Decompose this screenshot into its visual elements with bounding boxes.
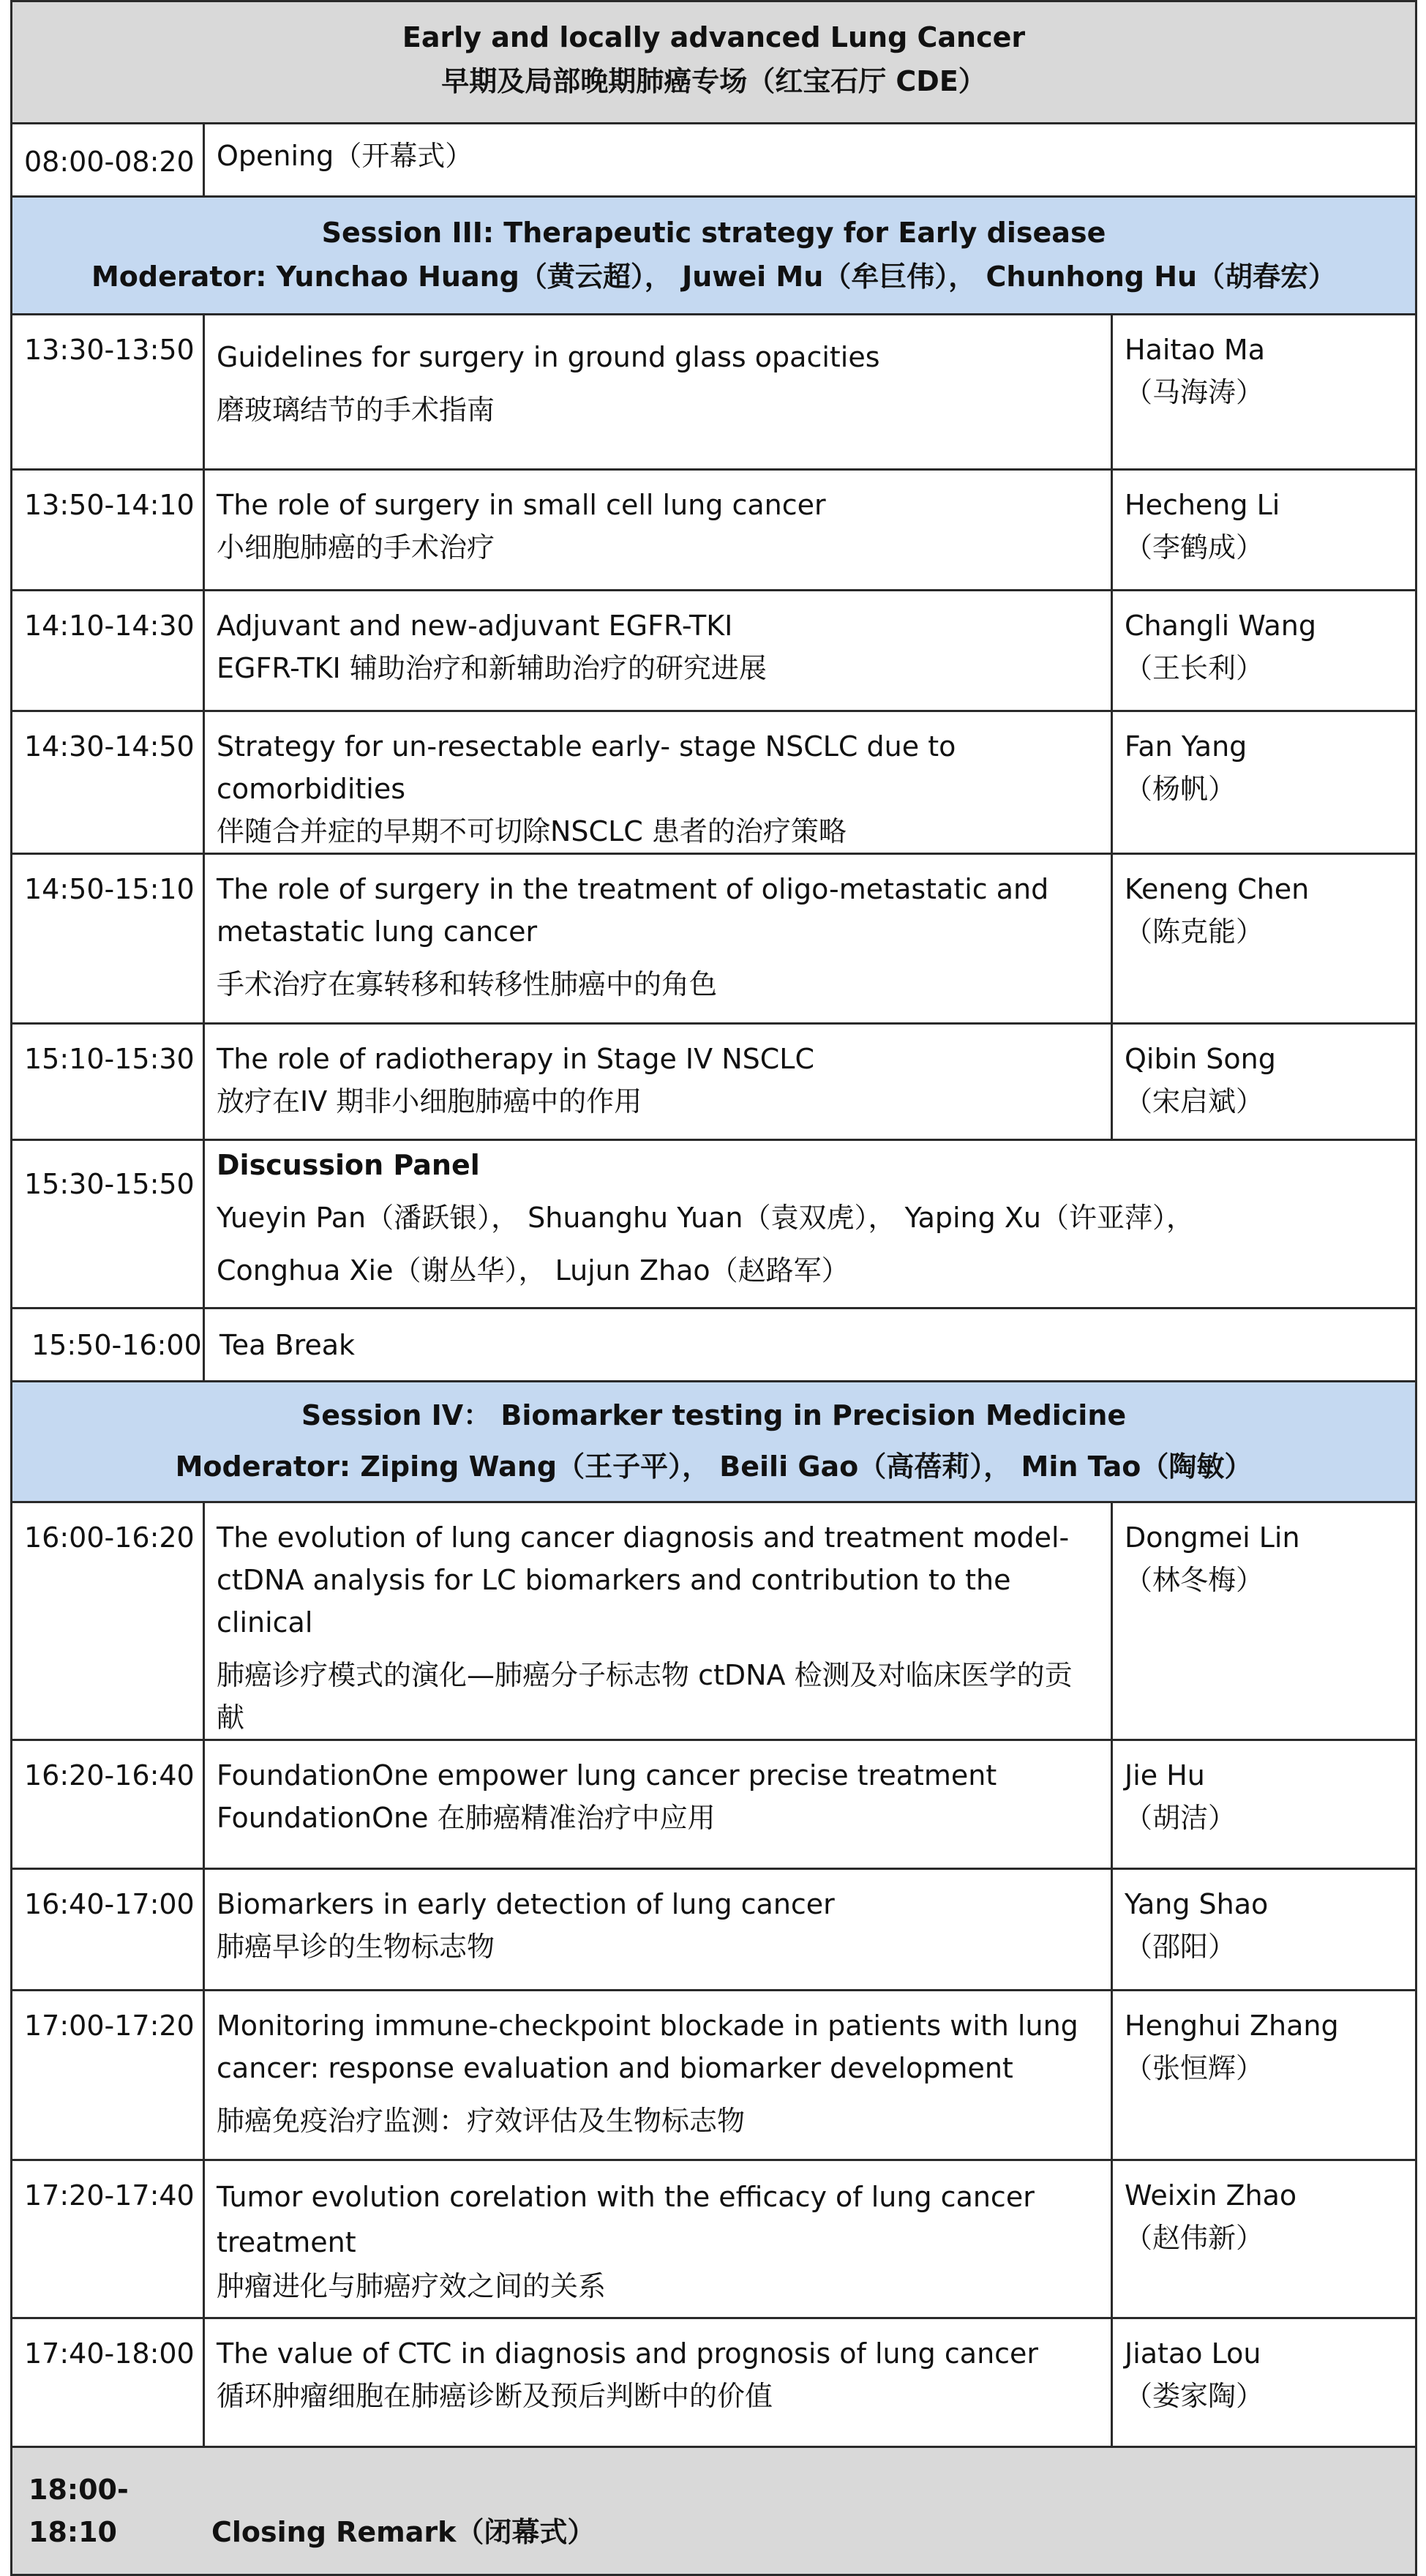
time-cell: 14:50-15:10 (12, 854, 204, 1024)
speaker-en: Dongmei Lin (1125, 1521, 1300, 1554)
topic-cn: 肿瘤进化与肺癌疗效之间的关系 (217, 2270, 607, 2302)
session3-header-row (12, 197, 1416, 315)
tea-break-label: Tea Break (204, 1308, 1416, 1382)
speaker-cn: （马海涛） (1125, 376, 1264, 408)
speaker-cn: （邵阳） (1125, 1931, 1237, 1963)
speaker-en: Keneng Chen (1125, 873, 1310, 905)
speaker-cell (1112, 1502, 1416, 1740)
closing-time: 18:00-18:10 (29, 2474, 129, 2548)
topic-en: The role of surgery in small cell lung cancer (217, 489, 826, 521)
time-cell: 15:50-16:00 (12, 1308, 204, 1382)
speaker-cell (1112, 711, 1416, 854)
agenda-title-row (12, 1, 1416, 124)
opening-row (12, 124, 1416, 197)
topic-cell (204, 2160, 1112, 2318)
time-cell: 14:10-14:30 (12, 591, 204, 711)
topic-cn: 肺癌早诊的生物标志物 (217, 1931, 495, 1963)
time-cell: 13:50-14:10 (12, 470, 204, 591)
topic-cell (204, 1502, 1112, 1740)
speaker-cell (1112, 2160, 1416, 2318)
speaker-en: Haitao Ma (1125, 334, 1266, 366)
title-en: Early and locally advanced Lung Cancer (402, 21, 1026, 53)
topic-cn: EGFR-TKI 辅助治疗和新辅助治疗的研究进展 (217, 652, 767, 684)
session4-header-row (12, 1382, 1416, 1502)
topic-en: FoundationOne empower lung cancer precise treatment (217, 1759, 997, 1791)
time-cell: 15:30-15:50 (12, 1140, 204, 1308)
speaker-en: Jie Hu (1125, 1759, 1205, 1791)
speaker-cn: （杨帆） (1125, 773, 1237, 805)
table-row (12, 854, 1416, 1024)
time-cell: 16:40-17:00 (12, 1869, 204, 1991)
topic-cn: 伴随合并症的早期不可切除NSCLC 患者的治疗策略 (217, 815, 847, 847)
topic-cell (204, 591, 1112, 711)
speaker-en: Hecheng Li (1125, 489, 1280, 521)
topic-cell (204, 470, 1112, 591)
speaker-cn: （李鹤成） (1125, 531, 1264, 564)
topic-cn: 手术治疗在寡转移和转移性肺癌中的角色 (217, 968, 718, 1000)
topic-cn: 放疗在IV 期非小细胞肺癌中的作用 (217, 1085, 642, 1117)
table-row (12, 2160, 1416, 2318)
table-row (12, 1991, 1416, 2160)
speaker-cn: （林冬梅） (1125, 1564, 1264, 1596)
topic-cell (204, 711, 1112, 854)
table-row (12, 711, 1416, 854)
discussion-panel-row (12, 1140, 1416, 1308)
topic-cell (204, 1869, 1112, 1991)
session3-moderator: Moderator: Yunchao Huang（黄云超）， Juwei Mu（牟巨伟）， Chunhong Hu（胡春宏） (91, 261, 1337, 293)
speaker-cell (1112, 1024, 1416, 1140)
time-cell: 15:10-15:30 (12, 1024, 204, 1140)
tea-break-row (12, 1308, 1416, 1382)
speaker-cn: （张恒辉） (1125, 2052, 1264, 2084)
speaker-en: Jiatao Lou (1125, 2337, 1261, 2370)
session4-title: Session IV： Biomarker testing in Precision Medicine (301, 1399, 1127, 1431)
speaker-cn: （宋启斌） (1125, 1085, 1264, 1117)
speaker-cell (1112, 1869, 1416, 1991)
panel-line-1: Yueyin Pan（潘跃银）， Shuanghu Yuan（袁双虎）， Yaping Xu（许亚萍）， (217, 1202, 1194, 1234)
time-cell: 17:00-17:20 (12, 1991, 204, 2160)
table-row (12, 1740, 1416, 1869)
speaker-cell (1112, 315, 1416, 470)
table-row (12, 1502, 1416, 1740)
panel-cell (204, 1140, 1416, 1308)
speaker-cn: （胡洁） (1125, 1802, 1237, 1834)
table-row (12, 315, 1416, 470)
topic-en: Adjuvant and new-adjuvant EGFR-TKI (217, 610, 733, 642)
topic-en: The value of CTC in diagnosis and prognosis of lung cancer (217, 2337, 1039, 2370)
topic-cell (204, 1991, 1112, 2160)
topic-cn: FoundationOne 在肺癌精准治疗中应用 (217, 1802, 716, 1834)
closing-label: Closing Remark（闭幕式） (211, 2516, 596, 2548)
topic-en: Guidelines for surgery in ground glass opacities (217, 341, 880, 373)
time-cell: 14:30-14:50 (12, 711, 204, 854)
topic-en: The role of radiotherapy in Stage IV NSCLC (217, 1043, 814, 1075)
speaker-cell (1112, 1991, 1416, 2160)
topic-cn: 小细胞肺癌的手术治疗 (217, 531, 495, 564)
table-row (12, 470, 1416, 591)
topic-cn: 肺癌免疫治疗监测：疗效评估及生物标志物 (217, 2105, 746, 2137)
speaker-en: Yang Shao (1125, 1888, 1269, 1920)
table-row (12, 1869, 1416, 1991)
time-cell: 08:00-08:20 (12, 124, 204, 197)
time-cell: 16:20-16:40 (12, 1740, 204, 1869)
topic-en: Monitoring immune-checkpoint blockade in patients with lung cancer: response evaluation and biomarker development (217, 2010, 1078, 2084)
speaker-cn: （王长利） (1125, 652, 1264, 684)
speaker-cn: （赵伟新） (1125, 2222, 1264, 2254)
agenda-table (10, 0, 1417, 2576)
time-cell: 17:40-18:00 (12, 2318, 204, 2447)
session3-title: Session III: Therapeutic strategy for Early disease (321, 217, 1106, 249)
topic-en: Strategy for un-resectable early- stage NSCLC due to comorbidities (217, 730, 956, 805)
table-row (12, 1024, 1416, 1140)
session4-moderator: Moderator: Ziping Wang（王子平）， Beili Gao（高蓓莉）， Min Tao（陶敏） (175, 1450, 1253, 1483)
speaker-cn: （娄家陶） (1125, 2380, 1264, 2412)
speaker-cell (1112, 591, 1416, 711)
speaker-en: Henghui Zhang (1125, 2010, 1339, 2042)
topic-en: The evolution of lung cancer diagnosis and treatment model-ctDNA analysis for LC biomarkers and contribution to the clinical (217, 1521, 1070, 1639)
speaker-cell (1112, 854, 1416, 1024)
speaker-cell (1112, 2318, 1416, 2447)
panel-title: Discussion Panel (217, 1149, 480, 1181)
topic-cell (204, 854, 1112, 1024)
topic-cell (204, 315, 1112, 470)
topic-cell (204, 1740, 1112, 1869)
time-cell: 17:20-17:40 (12, 2160, 204, 2318)
topic-cell (204, 2318, 1112, 2447)
topic-cell (204, 1024, 1112, 1140)
speaker-en: Qibin Song (1125, 1043, 1276, 1075)
time-cell: 13:30-13:50 (12, 315, 204, 470)
speaker-en: Fan Yang (1125, 730, 1247, 763)
topic-cn: 肺癌诊疗模式的演化—肺癌分子标志物 ctDNA 检测及对临床医学的贡献 (217, 1659, 1073, 1734)
title-cn: 早期及局部晚期肺癌专场（红宝石厅 CDE） (441, 65, 986, 97)
speaker-cell (1112, 1740, 1416, 1869)
topic-en: Tumor evolution corelation with the efficacy of lung cancer treatment (217, 2181, 1035, 2258)
table-row (12, 2318, 1416, 2447)
topic-en: Biomarkers in early detection of lung cancer (217, 1888, 835, 1920)
topic-cn: 磨玻璃结节的手术指南 (217, 394, 495, 426)
topic-en: The role of surgery in the treatment of oligo-metastatic and metastatic lung cancer (217, 873, 1049, 948)
closing-row (12, 2447, 1416, 2575)
table-row (12, 591, 1416, 711)
topic-cn: 循环肿瘤细胞在肺癌诊断及预后判断中的价值 (217, 2380, 773, 2412)
panel-line-2: Conghua Xie（谢丛华）， Lujun Zhao（赵路军） (217, 1254, 849, 1287)
opening-label: Opening（开幕式） (204, 124, 1416, 197)
speaker-cell (1112, 470, 1416, 591)
speaker-cn: （陈克能） (1125, 916, 1264, 948)
speaker-en: Changli Wang (1125, 610, 1316, 642)
agenda-sheet (10, 0, 1415, 2576)
speaker-en: Weixin Zhao (1125, 2179, 1297, 2212)
time-cell: 16:00-16:20 (12, 1502, 204, 1740)
